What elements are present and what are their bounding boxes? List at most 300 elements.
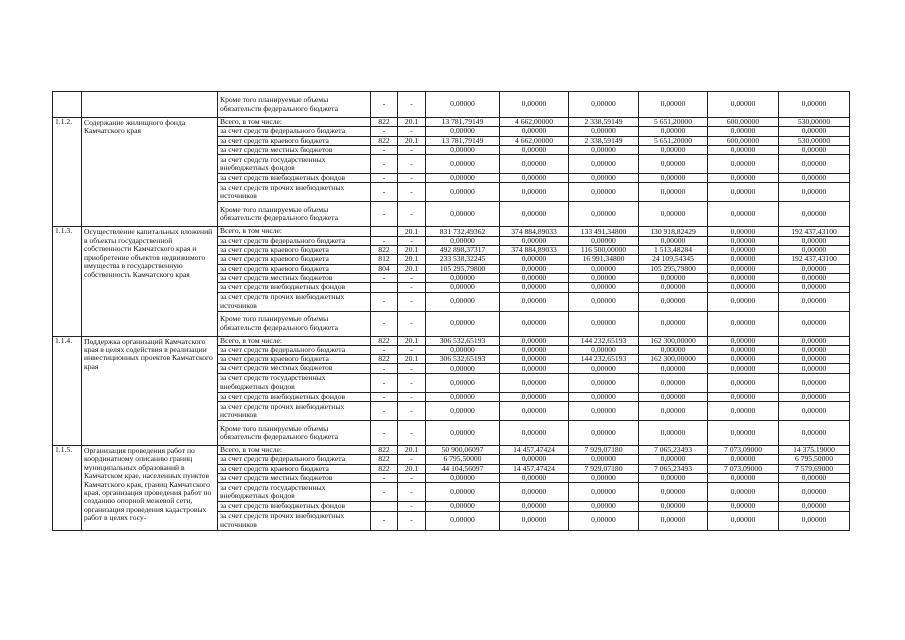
amount-cell: 0,00000 [708, 473, 779, 482]
funding-source: Всего, в том числе: [218, 446, 371, 455]
funding-source: за счет средств местных бюджетов [218, 145, 371, 154]
budget-code: - [371, 373, 398, 392]
budget-code: - [371, 273, 398, 282]
funding-source: за счет средств краевого бюджета [218, 464, 371, 473]
amount-cell: 0,00000 [779, 145, 850, 154]
amount-cell: 0,00000 [779, 292, 850, 311]
amount-cell: 0,00000 [500, 273, 569, 282]
amount-cell: 0,00000 [569, 502, 639, 511]
amount-cell: 7 073,09000 [708, 464, 779, 473]
amount-cell: 0,00000 [569, 421, 639, 446]
amount-cell: 831 732,49362 [426, 227, 500, 236]
amount-cell: 0,00000 [500, 455, 569, 464]
amount-cell: 0,00000 [708, 92, 779, 118]
subprogram-code: 20.1 [398, 464, 426, 473]
budget-code: 812 [371, 255, 398, 264]
funding-source: за счет средств прочих внебюджетных источников [218, 292, 371, 311]
amount-cell: 0,00000 [639, 392, 708, 401]
subprogram-code: 20.1 [398, 246, 426, 255]
amount-cell: 0,00000 [708, 502, 779, 511]
subprogram-code: - [398, 127, 426, 136]
amount-cell: 0,00000 [426, 364, 500, 373]
budget-code: - [371, 92, 398, 118]
amount-cell: 0,00000 [779, 364, 850, 373]
funding-source: за счет средств государственных внебюджетных фондов [218, 483, 371, 502]
funding-source: за счет средств местных бюджетов [218, 273, 371, 282]
amount-cell: 0,00000 [639, 502, 708, 511]
funding-source: Всего, в том числе: [218, 118, 371, 127]
amount-cell: 0,00000 [569, 473, 639, 482]
amount-cell: 0,00000 [779, 174, 850, 183]
amount-cell: 0,00000 [426, 483, 500, 502]
amount-cell: 7 579,69000 [779, 464, 850, 473]
section-name: Поддержка организаций Камчатского края в целях содействия в реализации инвестиционных проектов Камчатского края [82, 336, 218, 445]
amount-cell: 162 300,00000 [639, 355, 708, 364]
amount-cell: 0,00000 [779, 246, 850, 255]
amount-cell: 0,00000 [426, 392, 500, 401]
funding-source: за счет средств краевого бюджета [218, 264, 371, 273]
amount-cell: 0,00000 [708, 127, 779, 136]
budget-code: - [371, 483, 398, 502]
budget-code: 822 [371, 246, 398, 255]
amount-cell: 0,00000 [708, 311, 779, 336]
amount-cell: 13 781,79149 [426, 136, 500, 145]
amount-cell: 0,00000 [569, 202, 639, 227]
subprogram-code: - [398, 202, 426, 227]
funding-source: за счет средств государственных внебюджетных фондов [218, 373, 371, 392]
budget-code: 822 [371, 336, 398, 345]
amount-cell: 0,00000 [500, 483, 569, 502]
section-number: 1.1.5. [53, 446, 82, 530]
funding-source: за счет средств внебюджетных фондов [218, 283, 371, 292]
amount-cell: 2 338,59149 [569, 118, 639, 127]
amount-cell: 0,00000 [426, 402, 500, 421]
subprogram-code: - [398, 92, 426, 118]
funding-source: за счет средств внебюджетных фондов [218, 392, 371, 401]
amount-cell: 0,00000 [708, 421, 779, 446]
amount-cell: 0,00000 [500, 283, 569, 292]
amount-cell: 0,00000 [426, 292, 500, 311]
amount-cell: 133 491,34800 [569, 227, 639, 236]
budget-code [371, 227, 398, 236]
amount-cell: 5 651,20000 [639, 136, 708, 145]
subprogram-code: - [398, 155, 426, 174]
subprogram-code: - [398, 145, 426, 154]
amount-cell: 0,00000 [426, 183, 500, 202]
budget-code: 804 [371, 264, 398, 273]
amount-cell: 0,00000 [708, 345, 779, 354]
amount-cell: 0,00000 [500, 183, 569, 202]
funding-source: за счет средств краевого бюджета [218, 136, 371, 145]
budget-code: - [371, 345, 398, 354]
funding-source: за счет средств краевого бюджета [218, 246, 371, 255]
amount-cell: 0,00000 [708, 373, 779, 392]
subprogram-code: - [398, 392, 426, 401]
amount-cell: 0,00000 [569, 364, 639, 373]
amount-cell: 105 295,79800 [639, 264, 708, 273]
amount-cell: 0,00000 [779, 473, 850, 482]
subprogram-code: 20.1 [398, 264, 426, 273]
amount-cell: 0,00000 [500, 345, 569, 354]
amount-cell: 0,00000 [500, 402, 569, 421]
amount-cell: 0,00000 [779, 502, 850, 511]
table-row [53, 446, 850, 455]
amount-cell: 16 991,34800 [569, 255, 639, 264]
amount-cell: 24 109,54345 [639, 255, 708, 264]
funding-source: за счет средств прочих внебюджетных источников [218, 511, 371, 530]
subprogram-code: - [398, 311, 426, 336]
amount-cell: 0,00000 [639, 292, 708, 311]
funding-source: за счет средств местных бюджетов [218, 473, 371, 482]
amount-cell: 0,00000 [779, 373, 850, 392]
amount-cell: 0,00000 [779, 283, 850, 292]
subprogram-code: 20.1 [398, 136, 426, 145]
amount-cell: 0,00000 [426, 127, 500, 136]
amount-cell: 162 300,00000 [639, 336, 708, 345]
budget-code: 822 [371, 464, 398, 473]
funding-source: Кроме того планируемые объемы обязательств федерального бюджета [218, 202, 371, 227]
amount-cell: 0,00000 [779, 392, 850, 401]
amount-cell: 0,00000 [569, 511, 639, 530]
table-row [53, 336, 850, 345]
amount-cell: 0,00000 [639, 127, 708, 136]
amount-cell: 0,00000 [639, 473, 708, 482]
amount-cell: 0,00000 [500, 511, 569, 530]
funding-source: Всего, в том числе: [218, 227, 371, 236]
amount-cell: 0,00000 [779, 127, 850, 136]
amount-cell: 7 929,07180 [569, 464, 639, 473]
amount-cell: 0,00000 [569, 183, 639, 202]
subprogram-code: - [398, 273, 426, 282]
subprogram-code: - [398, 174, 426, 183]
amount-cell: 0,00000 [426, 373, 500, 392]
budget-code: - [371, 202, 398, 227]
amount-cell: 0,00000 [569, 174, 639, 183]
amount-cell: 0,00000 [500, 311, 569, 336]
amount-cell: 0,00000 [639, 145, 708, 154]
budget-code: - [371, 402, 398, 421]
funding-source: за счет средств государственных внебюджетных фондов [218, 155, 371, 174]
amount-cell: 0,00000 [779, 311, 850, 336]
table-row [53, 227, 850, 236]
amount-cell: 530,00000 [779, 136, 850, 145]
amount-cell: 0,00000 [500, 202, 569, 227]
subprogram-code: - [398, 483, 426, 502]
amount-cell: 0,00000 [426, 174, 500, 183]
funding-source: за счет средств прочих внебюджетных источников [218, 183, 371, 202]
amount-cell: 0,00000 [639, 511, 708, 530]
amount-cell: 0,00000 [500, 473, 569, 482]
amount-cell: 0,00000 [708, 246, 779, 255]
section-number: 1.1.4. [53, 336, 82, 445]
amount-cell: 0,00000 [639, 236, 708, 245]
amount-cell: 0,00000 [708, 355, 779, 364]
subprogram-code: - [398, 421, 426, 446]
subprogram-code: - [398, 402, 426, 421]
amount-cell: 374 884,89033 [500, 227, 569, 236]
amount-cell: 14 457,47424 [500, 464, 569, 473]
amount-cell: 13 781,79149 [426, 118, 500, 127]
amount-cell: 0,00000 [500, 127, 569, 136]
budget-code [371, 502, 398, 511]
amount-cell: 0,00000 [639, 455, 708, 464]
amount-cell: 0,00000 [569, 155, 639, 174]
subprogram-code: - [398, 345, 426, 354]
amount-cell: 0,00000 [569, 264, 639, 273]
amount-cell: 14 457,47424 [500, 446, 569, 455]
funding-source: Кроме того планируемые объемы обязательств федерального бюджета [218, 311, 371, 336]
amount-cell: 0,00000 [500, 236, 569, 245]
amount-cell: 492 898,37317 [426, 246, 500, 255]
budget-code: - [371, 145, 398, 154]
amount-cell: 105 295,79800 [426, 264, 500, 273]
amount-cell: 7 073,09000 [708, 446, 779, 455]
amount-cell: 0,00000 [500, 292, 569, 311]
amount-cell: 0,00000 [500, 502, 569, 511]
funding-source: Кроме того планируемые объемы обязательств федерального бюджета [218, 92, 371, 118]
amount-cell: 0,00000 [708, 202, 779, 227]
amount-cell: 0,00000 [569, 236, 639, 245]
subprogram-code: - [398, 236, 426, 245]
amount-cell: 0,00000 [779, 402, 850, 421]
amount-cell: 0,00000 [708, 236, 779, 245]
amount-cell: 0,00000 [708, 392, 779, 401]
budget-code: 822 [371, 455, 398, 464]
amount-cell: 0,00000 [708, 402, 779, 421]
amount-cell: 0,00000 [639, 421, 708, 446]
budget-table [52, 91, 850, 531]
budget-code: - [371, 292, 398, 311]
document-page [52, 91, 849, 531]
amount-cell: 192 437,43100 [779, 255, 850, 264]
amount-cell: 0,00000 [426, 311, 500, 336]
amount-cell: 0,00000 [569, 392, 639, 401]
funding-source: за счет средств федерального бюджета [218, 236, 371, 245]
budget-code: 822 [371, 118, 398, 127]
amount-cell: 7 065,23493 [639, 446, 708, 455]
amount-cell: 0,00000 [639, 155, 708, 174]
funding-source: за счет средств краевого бюджета [218, 355, 371, 364]
funding-source: за счет средств местных бюджетов [218, 364, 371, 373]
amount-cell: 0,00000 [779, 483, 850, 502]
section-name: Содержание жилищного фонда Камчатского края [82, 118, 218, 227]
amount-cell: 14 375,19000 [779, 446, 850, 455]
amount-cell: 0,00000 [708, 364, 779, 373]
subprogram-code: 20.1 [398, 118, 426, 127]
budget-code: 822 [371, 355, 398, 364]
amount-cell: 0,00000 [500, 336, 569, 345]
amount-cell: 0,00000 [500, 255, 569, 264]
amount-cell: 0,00000 [569, 92, 639, 118]
amount-cell: 0,00000 [779, 336, 850, 345]
budget-code: - [371, 311, 398, 336]
amount-cell: 7 929,07180 [569, 446, 639, 455]
subprogram-code: - [398, 502, 426, 511]
amount-cell: 0,00000 [639, 92, 708, 118]
subprogram-code: - [398, 373, 426, 392]
amount-cell: 0,00000 [569, 127, 639, 136]
amount-cell: 6 795,50000 [779, 455, 850, 464]
amount-cell: 0,00000 [708, 227, 779, 236]
amount-cell: 0,00000 [426, 273, 500, 282]
amount-cell: 0,00000 [779, 236, 850, 245]
subprogram-code: - [398, 511, 426, 530]
amount-cell: 0,00000 [639, 373, 708, 392]
budget-code: - [371, 364, 398, 373]
funding-source: за счет средств федерального бюджета [218, 127, 371, 136]
budget-code: - [371, 155, 398, 174]
amount-cell: 2 338,59149 [569, 136, 639, 145]
amount-cell: 0,00000 [779, 355, 850, 364]
budget-code: - [371, 473, 398, 482]
amount-cell: 6 795,50000 [426, 455, 500, 464]
subprogram-code: 20.1 [398, 255, 426, 264]
amount-cell: 0,00000 [708, 283, 779, 292]
amount-cell: 0,00000 [569, 273, 639, 282]
funding-source: за счет средств внебюджетных фондов [218, 502, 371, 511]
amount-cell: 0,00000 [500, 421, 569, 446]
amount-cell: 0,00000 [500, 392, 569, 401]
amount-cell: 0,00000 [708, 145, 779, 154]
section-number: 1.1.3. [53, 227, 82, 336]
amount-cell: 0,00000 [639, 345, 708, 354]
budget-code: 822 [371, 446, 398, 455]
amount-cell: 0,00000 [500, 145, 569, 154]
subprogram-code: 20.1 [398, 227, 426, 236]
amount-cell: 44 104,56097 [426, 464, 500, 473]
subprogram-code: - [398, 455, 426, 464]
amount-cell: 0,00000 [426, 236, 500, 245]
amount-cell: 0,00000 [639, 402, 708, 421]
amount-cell: 0,00000 [569, 402, 639, 421]
amount-cell: 0,00000 [779, 511, 850, 530]
funding-source: за счет средств прочих внебюджетных источников [218, 402, 371, 421]
funding-source: за счет средств внебюджетных фондов [218, 174, 371, 183]
table-row [53, 92, 850, 118]
funding-source: за счет средств краевого бюджета [218, 255, 371, 264]
subprogram-code: 20.1 [398, 355, 426, 364]
amount-cell: 530,00000 [779, 118, 850, 127]
amount-cell: 0,00000 [500, 364, 569, 373]
section-name [82, 92, 218, 118]
amount-cell: 0,00000 [569, 292, 639, 311]
budget-code: - [371, 183, 398, 202]
section-name: Осуществление капитальных вложений в объекты государственной собственности Камчатского края и приобретение объектов недвижимого имущества в государственную собственность Камчатского края [82, 227, 218, 336]
amount-cell: 0,00000 [639, 273, 708, 282]
amount-cell: 0,00000 [500, 174, 569, 183]
amount-cell: 0,00000 [426, 92, 500, 118]
budget-code: - [371, 421, 398, 446]
amount-cell: 0,00000 [708, 511, 779, 530]
budget-code: - [371, 236, 398, 245]
funding-source: Всего, в том числе: [218, 336, 371, 345]
subprogram-code: - [398, 364, 426, 373]
amount-cell: 0,00000 [708, 264, 779, 273]
amount-cell: 0,00000 [426, 283, 500, 292]
amount-cell: 1 513,48284 [639, 246, 708, 255]
table-row [53, 118, 850, 127]
amount-cell: 0,00000 [426, 145, 500, 154]
subprogram-code: 20.1 [398, 336, 426, 345]
amount-cell: 0,00000 [426, 473, 500, 482]
budget-code: - [371, 174, 398, 183]
section-number: 1.1.2. [53, 118, 82, 227]
amount-cell: 4 662,00000 [500, 118, 569, 127]
funding-source: Кроме того планируемые объемы обязательств федерального бюджета [218, 421, 371, 446]
subprogram-code: - [398, 292, 426, 311]
amount-cell: 0,00000 [779, 155, 850, 174]
amount-cell: 130 918,82429 [639, 227, 708, 236]
amount-cell: 600,00000 [708, 118, 779, 127]
amount-cell: 192 437,43100 [779, 227, 850, 236]
amount-cell: 0,00000 [708, 455, 779, 464]
amount-cell: 0,00000 [639, 364, 708, 373]
subprogram-code: - [398, 183, 426, 202]
amount-cell: 0,00000 [639, 174, 708, 183]
amount-cell: 0,00000 [426, 202, 500, 227]
amount-cell: 0,00000 [708, 273, 779, 282]
amount-cell: 0,00000 [779, 273, 850, 282]
amount-cell: 0,00000 [569, 483, 639, 502]
amount-cell: 0,00000 [708, 174, 779, 183]
amount-cell: 144 232,65193 [569, 355, 639, 364]
budget-code: - [371, 392, 398, 401]
budget-code: - [371, 511, 398, 530]
amount-cell: 0,00000 [569, 145, 639, 154]
amount-cell: 144 232,65193 [569, 336, 639, 345]
amount-cell: 0,00000 [500, 92, 569, 118]
amount-cell: 0,00000 [708, 292, 779, 311]
amount-cell: 0,00000 [500, 355, 569, 364]
amount-cell: 0,00000 [639, 311, 708, 336]
amount-cell: 0,00000 [500, 264, 569, 273]
amount-cell: 0,00000 [426, 155, 500, 174]
amount-cell: 0,00000 [639, 183, 708, 202]
section-number [53, 92, 82, 118]
amount-cell: 600,00000 [708, 136, 779, 145]
amount-cell: 306 532,65193 [426, 355, 500, 364]
amount-cell: 0,00000 [426, 511, 500, 530]
amount-cell: 0,00000 [779, 264, 850, 273]
amount-cell: 0,00000 [426, 345, 500, 354]
amount-cell: 0,00000 [779, 421, 850, 446]
amount-cell: 7 065,23493 [639, 464, 708, 473]
subprogram-code: - [398, 283, 426, 292]
budget-code: - [371, 127, 398, 136]
amount-cell: 5 651,20000 [639, 118, 708, 127]
amount-cell: 0,00000 [779, 202, 850, 227]
budget-code [371, 283, 398, 292]
budget-code: 822 [371, 136, 398, 145]
amount-cell: 0,00000 [708, 255, 779, 264]
funding-source: за счет средств федерального бюджета [218, 455, 371, 464]
amount-cell: 0,00000 [426, 502, 500, 511]
amount-cell: 233 538,32245 [426, 255, 500, 264]
amount-cell: 50 900,06097 [426, 446, 500, 455]
subprogram-code: - [398, 473, 426, 482]
amount-cell: 0,00000 [639, 483, 708, 502]
amount-cell: 0,00000 [639, 283, 708, 292]
amount-cell: 374 884,89033 [500, 246, 569, 255]
amount-cell: 0,00000 [569, 373, 639, 392]
amount-cell: 0,00000 [569, 283, 639, 292]
amount-cell: 0,00000 [639, 202, 708, 227]
amount-cell: 0,00000 [708, 336, 779, 345]
amount-cell: 306 532,65193 [426, 336, 500, 345]
amount-cell: 0,00000 [708, 155, 779, 174]
amount-cell: 0,00000 [779, 345, 850, 354]
amount-cell: 0,00000 [708, 183, 779, 202]
